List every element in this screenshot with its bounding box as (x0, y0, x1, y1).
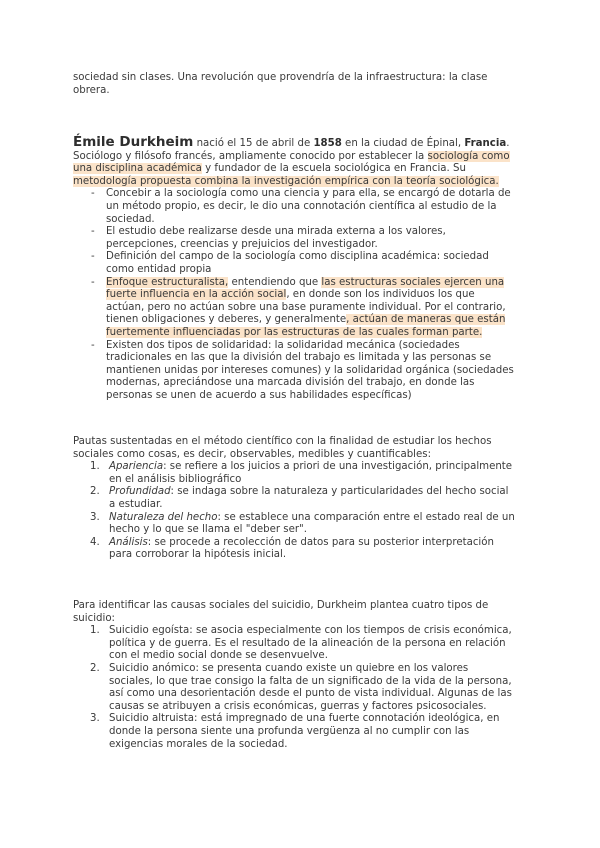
intro-paragraph (73, 72, 515, 97)
highlight-sociologia: sociología como una disciplina académica (73, 150, 510, 175)
list-item: 2. Profundidad: se indaga sobre la naturaleza y particularidades del hecho social a estudiar. (90, 486, 509, 510)
intro-line-2: obrera. (73, 84, 110, 96)
birth-country: Francia (464, 138, 507, 149)
list-item: 3. Naturaleza del hecho: se establece una comparación entre el estado real de un hecho y lo que se llama el "deber ser". (90, 511, 515, 536)
list-item: 4. Análisis: se procede a recolección de datos para su posterior interpretación para corroborar la hipótesis inicial. (90, 536, 494, 561)
durkheim-name: Émile Durkheim (73, 134, 194, 150)
birth-year: 1858 (313, 138, 342, 149)
durkheim-intro: Émile Durkheim nació el 15 de abril de 1858 en la ciudad de Épinal, Francia. (73, 134, 510, 150)
intro-line-1: sociedad sin clases. Una revolución que provendría de la infraestructura: la clase (73, 72, 488, 83)
pautas-intro: Pautas sustentadas en el método científico con la finalidad de estudiar los hechos sociales como cosas, es decir, observables, medibles y cuantificables: (73, 436, 492, 460)
durkheim-bio: Sociólogo y filósofo francés, ampliamente conocido por establecer la sociología como una disciplina académica y fundador de la escuela sociológica en Francia. Su metodología propuesta combina la investigación empírica con la teoría sociológica. (73, 150, 510, 187)
suicidio-intro: Para identificar las causas sociales del suicidio, Durkheim plantea cuatro tipos de suicidio: (73, 600, 489, 624)
list-item: 1. Suicidio egoísta: se asocia especialmente con los tiempos de crisis económica, política y de guerra. Es el resultado de la alineación de la persona en relación con el medio social donde se desenvuelve. (90, 625, 512, 662)
highlight-metodologia: metodología propuesta combina la investigación empírica con la teoría sociológica. (73, 175, 499, 187)
list-item: - Existen dos tipos de solidaridad: la solidaridad mecánica (sociedades tradicionales en las que la división del trabajo es limitada y las personas se mantienen unidas por intereses comunes) y la solidaridad orgánica (sociedades modernas, apreciándose una marcada división del trabajo, en donde las personas se unen de acuerdo a sus habilidades específicas) (73, 340, 515, 403)
list-item: - Concebir a la sociología como una ciencia y para ella, se encargó de dotarla de un método propio, es decir, le dio una connotación científica al estudio de la sociedad. (73, 188, 515, 226)
pautas-section (73, 436, 515, 562)
suicidio-section (73, 600, 515, 751)
list-item: 2. Suicidio anómico: se presenta cuando existe un quiebre en los valores sociales, lo que trae consigo la falta de un significado de la vida de la persona, así como una desorientación desde el punto de vista individual. Algunas de las causas se atribuyen a crisis económicas, guerras y factores psicosociales. (90, 662, 512, 712)
list-item: 3. Suicidio altruista: está impregnado de una fuerte connotación ideológica, en donde la persona siente una profunda vergüenza al no cumplir con las exigencias morales de la sociedad. (90, 713, 500, 750)
pautas-list (73, 461, 515, 562)
list-item: - Definición del campo de la sociología como disciplina académica: sociedad como entidad propia (73, 251, 515, 276)
suicidio-list (73, 625, 515, 751)
list-item: 1. Apariencia: se refiere a los juicios a priori de una investigación, principalmente en el análisis bibliográfico (90, 461, 513, 485)
durkheim-bullets (73, 188, 515, 402)
list-item: - El estudio debe realizarse desde una mirada externa a los valores, percepciones, creencias y prejuicios del investigador. (73, 226, 515, 251)
list-item: - Enfoque estructuralista, entendiendo que las estructuras sociales ejercen una fuerte influencia en la acción social, en donde son los individuos los que actúan, pero no actúan sobre una base puramente individual. Por el contrario, tienen obligaciones y deberes, y generalmente, actúan de maneras que están fuertemente influenciadas por las estructuras de las cuales forman parte. (73, 277, 515, 340)
durkheim-section (73, 136, 515, 402)
